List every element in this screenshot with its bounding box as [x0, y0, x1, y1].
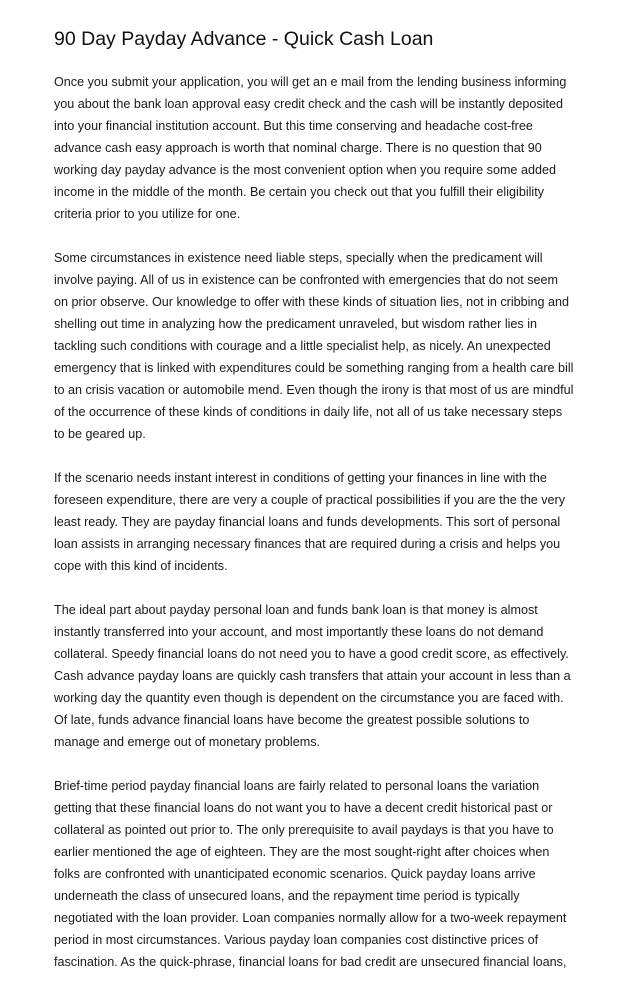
text-line: period in most circumstances. Various payday loan companies cost distinctive prices of	[54, 933, 539, 947]
text-line: instantly transferred into your account, and most importantly these loans do not demand	[54, 625, 544, 639]
document-body	[54, 71, 594, 995]
text-line: on prior observe. Our knowledge to offer with these kinds of situation lies, not in cribbing and	[54, 295, 570, 309]
text-line: collateral as pointed out prior to. The only prerequisite to avail paydays is that you have to	[54, 823, 554, 837]
text-line: Brief-time period payday financial loans are fairly related to personal loans the variation	[54, 779, 540, 793]
paragraph-5	[54, 775, 594, 973]
text-line: criteria prior to you utilize for one.	[54, 207, 241, 221]
text-line: The ideal part about payday personal loan and funds bank loan is that money is almost	[54, 603, 538, 617]
text-line: foreseen expenditure, there are very a couple of practical possibilities if you are the the very	[54, 493, 566, 507]
paragraph-2	[54, 247, 594, 445]
text-line: earlier mentioned the age of eighteen. They are the most sought-right after choices when	[54, 845, 550, 859]
text-line: negotiated with the loan provider. Loan companies normally allow for a two-week repayment	[54, 911, 567, 925]
text-line: manage and emerge out of monetary problems.	[54, 735, 321, 749]
text-line: tackling such conditions with courage and a little specialist help, as nicely. An unexpected	[54, 339, 551, 353]
paragraph-4	[54, 599, 594, 753]
text-line: If the scenario needs instant interest in conditions of getting your finances in line with the	[54, 471, 547, 485]
text-line: shelling out time in analyzing how the predicament unraveled, but wisdom rather lies in	[54, 317, 538, 331]
text-line: least ready. They are payday financial loans and funds developments. This sort of personal	[54, 515, 561, 529]
text-line: of the occurrence of these kinds of conditions in daily life, not all of us take necessary steps	[54, 405, 563, 419]
text-line: into your financial institution account. But this time conserving and headache cost-free	[54, 119, 533, 133]
text-line: working day the quantity even though is dependent on the circumstance you are faced with.	[54, 691, 564, 705]
paragraph-3	[54, 467, 594, 577]
text-line: to an crisis vacation or automobile mend. Even though the irony is that most of us are mindful	[54, 383, 574, 397]
text-line: advance cash easy approach is worth that nominal charge. There is no question that 90	[54, 141, 542, 155]
text-line: emergency that is linked with expenditures could be something ranging from a health care bill	[54, 361, 574, 375]
text-line: working day payday advance is the most convenient option when you require some added	[54, 163, 556, 177]
text-line: folks are confronted with unanticipated economic scenarios. Quick payday loans arrive	[54, 867, 536, 881]
text-line: Some circumstances in existence need liable steps, specially when the predicament will	[54, 251, 543, 265]
text-line: income in the middle of the month. Be certain you check out that you fulfill their eligibility	[54, 185, 545, 199]
text-line: Of late, funds advance financial loans have become the greatest possible solutions to	[54, 713, 530, 727]
text-line: cope with this kind of incidents.	[54, 559, 228, 573]
text-line: to be geared up.	[54, 427, 146, 441]
document-title: 90 Day Payday Advance - Quick Cash Loan	[54, 28, 434, 50]
text-line: Cash advance payday loans are quickly cash transfers that attain your account in less than a	[54, 669, 571, 683]
paragraph-1	[54, 71, 594, 225]
text-line: Once you submit your application, you will get an e mail from the lending business informing	[54, 75, 567, 89]
text-line: underneath the class of unsecured loans, and the repayment time period is typically	[54, 889, 520, 903]
text-line: getting that these financial loans do not want you to have a decent credit historical past or	[54, 801, 553, 815]
text-line: you about the bank loan approval easy credit check and the cash will be instantly deposited	[54, 97, 563, 111]
text-line: loan assists in arranging necessary finances that are required during a crisis and helps you	[54, 537, 561, 551]
text-line: fascination. As the quick-phrase, financial loans for bad credit are unsecured financial loans,	[54, 955, 567, 969]
text-line: collateral. Speedy financial loans do not need you to have a good credit score, as effectively.	[54, 647, 569, 661]
text-line: involve paying. All of us in existence can be confronted with emergencies that do not seem	[54, 273, 559, 287]
